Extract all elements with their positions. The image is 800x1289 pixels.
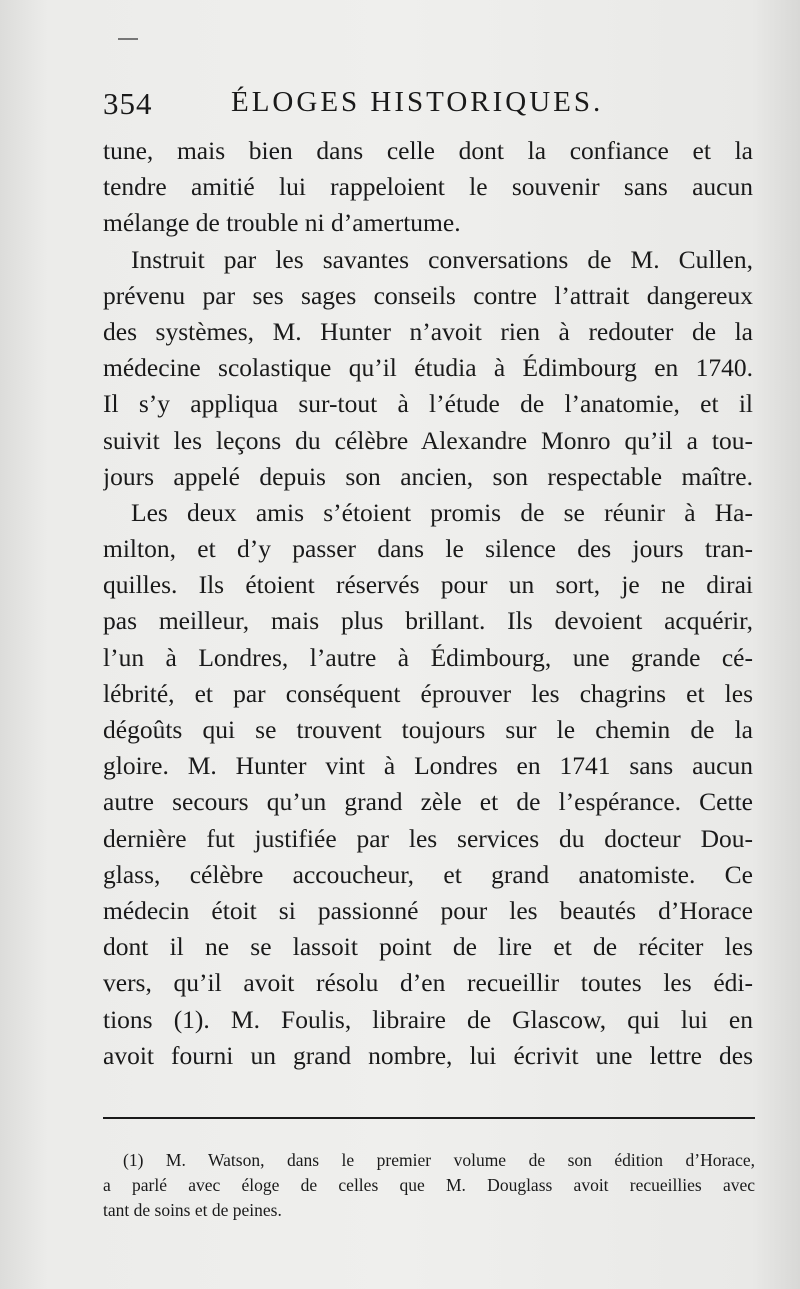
text-line: glass, célèbre accoucheur, et grand anatomiste. Ce [103, 859, 753, 889]
text-line: des systèmes, M. Hunter n’avoit rien à redouter de la [103, 316, 753, 346]
text-line: lébrité, et par conséquent éprouver les chagrins et les [103, 678, 753, 708]
text-line: médecin étoit si passionné pour les beautés d’Horace [103, 895, 753, 925]
text-line: avoit fourni un grand nombre, lui écrivit une lettre des [103, 1040, 753, 1070]
text-line: gloire. M. Hunter vint à Londres en 1741 sans aucun [103, 751, 753, 781]
footnote-line: a parlé avec éloge de celles que M. Douglass avoit recueillies avec [103, 1175, 755, 1195]
running-title: ÉLOGES HISTORIQUES. [231, 86, 604, 118]
text-line: tions (1). M. Foulis, libraire de Glascow, qui lui en [103, 1004, 753, 1034]
text-line: tendre amitié lui rappeloient le souvenir sans aucun [103, 172, 753, 202]
text-line: vers, qu’il avoit résolu d’en recueillir toutes les édi- [103, 968, 753, 998]
page-number: 354 [103, 86, 153, 121]
text-line: dernière fut justifiée par les services du docteur Dou- [103, 823, 753, 853]
page-smudge [118, 38, 138, 40]
text-line: Instruit par les savantes conversations de M. Cullen, [131, 244, 753, 274]
text-line: tune, mais bien dans celle dont la confiance et la [103, 136, 753, 165]
text-line: mélange de trouble ni d’amertume. [103, 208, 461, 238]
footnote-rule [103, 1117, 755, 1119]
footnote [103, 1148, 755, 1223]
text-line: prévenu par ses sages conseils contre l’attrait dangereux [103, 280, 753, 310]
text-line: pas meilleur, mais plus brillant. Ils devoient acquérir, [103, 606, 753, 636]
text-line: dégoûts qui se trouvent toujours sur le chemin de la [103, 715, 753, 744]
text-line: autre secours qu’un grand zèle et de l’espérance. Cette [103, 787, 753, 817]
text-line: dont il ne se lassoit point de lire et de réciter les [103, 932, 753, 962]
text-line: quilles. Ils étoient réservés pour un sort, je ne dirai [103, 570, 753, 600]
text-line: Il s’y appliqua sur-tout à l’étude de l’anatomie, et il [103, 389, 753, 419]
text-line: suivit les leçons du célèbre Alexandre Monro qu’il a tou- [103, 425, 753, 455]
text-line: l’un à Londres, l’autre à Édimbourg, une grande cé- [103, 642, 753, 672]
text-line: Les deux amis s’étoient promis de se réunir à Ha- [131, 497, 753, 527]
text-line: milton, et d’y passer dans le silence des jours tran- [103, 534, 753, 564]
body-text [103, 133, 753, 1074]
footnote-line: tant de soins et de peines. [103, 1200, 282, 1220]
footnote-line: (1) M. Watson, dans le premier volume de son édition d’Horace, [123, 1150, 755, 1170]
text-line: médecine scolastique qu’il étudia à Édimbourg en 1740. [103, 353, 753, 383]
page-header [103, 86, 753, 130]
text-line: jours appelé depuis son ancien, son respectable maître. [103, 461, 753, 491]
